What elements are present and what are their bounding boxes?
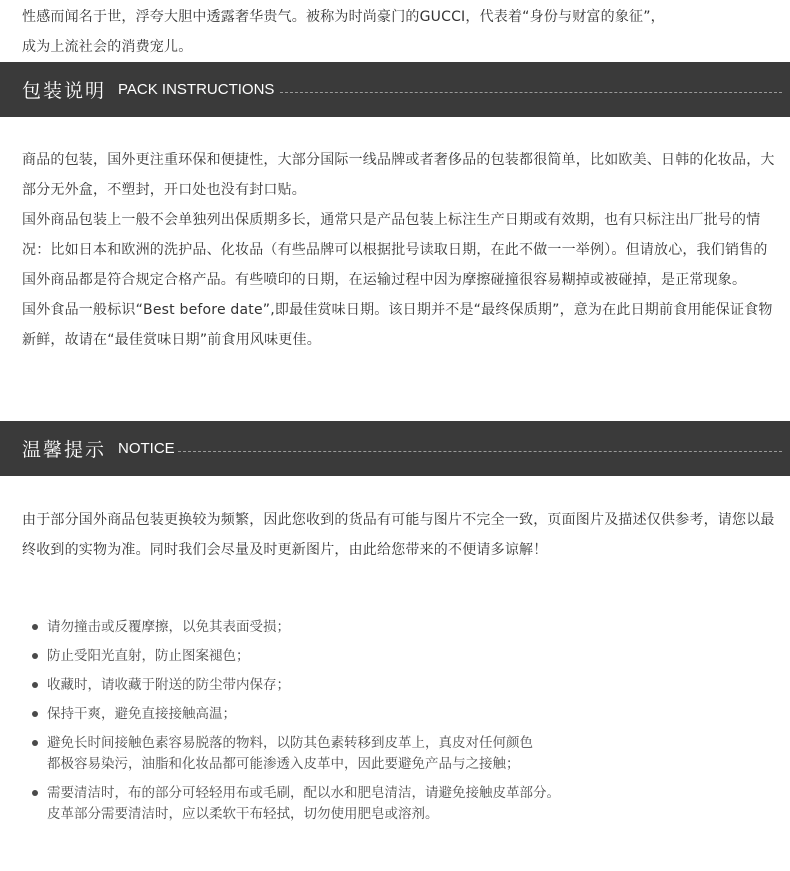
- care-item: [30, 704, 770, 725]
- care-item-line-2: 都极容易染污，油脂和化妆品都可能渗透入皮革中，因此要避免产品与之接触；: [47, 756, 520, 772]
- bullet-icon: [32, 711, 38, 717]
- intro-line-2: 成为上流社会的消费宠儿。: [22, 39, 193, 55]
- intro-text: [22, 2, 780, 62]
- care-item: [30, 617, 770, 638]
- care-item-line-1: 收藏时，请收藏于附送的防尘带内保存；: [47, 677, 290, 693]
- notice-subtitle: NOTICE: [118, 440, 175, 457]
- care-item-line-1: 请勿撞击或反覆摩擦，以免其表面受损；: [47, 619, 290, 635]
- notice-banner: [0, 421, 790, 476]
- care-item: [30, 675, 770, 696]
- care-item-line-1: 避免长时间接触色素容易脱落的物料，以防其色素转移到皮革上，真皮对任何颜色: [47, 735, 533, 751]
- pack-instructions-body: [22, 145, 780, 355]
- bullet-icon: [32, 653, 38, 659]
- pack-instructions-subtitle: PACK INSTRUCTIONS: [118, 81, 275, 98]
- bullet-icon: [32, 682, 38, 688]
- care-item-line-2: 皮革部分需要清洁时，应以柔软干布轻拭，切勿使用肥皂或溶剂。: [47, 806, 439, 822]
- banner-divider: [178, 451, 782, 452]
- bullet-icon: [32, 790, 38, 796]
- bullet-icon: [32, 740, 38, 746]
- pack-instructions-title: 包装说明: [22, 80, 107, 102]
- care-item-line-1: 防止受阳光直射，防止图案褪色；: [47, 648, 250, 664]
- notice-title: 温馨提示: [22, 439, 107, 461]
- intro-line-1: 性感而闻名于世，浮夸大胆中透露奢华贵气。被称为时尚豪门的GUCCI，代表着“身份与财富的象征”，: [22, 9, 665, 25]
- care-item: [30, 646, 770, 667]
- care-item: [30, 733, 770, 775]
- care-instructions-list: [30, 617, 770, 833]
- care-item-line-1: 需要清洁时，布的部分可轻轻用布或毛刷，配以水和肥皂清洁，请避免接触皮革部分。: [47, 785, 560, 801]
- banner-divider: [280, 92, 782, 93]
- pack-paragraph-1: 商品的包装，国外更注重环保和便捷性，大部分国际一线品牌或者奢侈品的包装都很简单，比如欧美、日韩的化妆品，大部分无外盒，不塑封，开口处也没有封口贴。: [22, 152, 775, 198]
- pack-paragraph-3: 国外食品一般标识“Best before date”,即最佳赏味日期。该日期并不是“最终保质期”，意为在此日期前食用能保证食物新鲜，故请在“最佳赏味日期”前食用风味更佳。: [22, 302, 773, 348]
- bullet-icon: [32, 624, 38, 630]
- care-item-line-1: 保持干爽，避免直接接触高温；: [47, 706, 236, 722]
- notice-body: [22, 505, 780, 565]
- pack-paragraph-2: 国外商品包装上一般不会单独列出保质期多长，通常只是产品包装上标注生产日期或有效期，也有只标注出厂批号的情况：比如日本和欧洲的洗护品、化妆品（有些品牌可以根据批号读取日期，在此不做一一举例）。但请放心，我们销售的国外商品都是符合规定合格产品。有些喷印的日期，在运输过程中因为摩擦碰撞很容易糊掉或被碰掉，是正常现象。: [22, 212, 768, 288]
- notice-paragraph: 由于部分国外商品包装更换较为频繁，因此您收到的货品有可能与图片不完全一致，页面图片及描述仅供参考，请您以最终收到的实物为准。同时我们会尽量及时更新图片，由此给您带来的不便请多谅解！: [22, 512, 775, 558]
- pack-instructions-banner: [0, 62, 790, 117]
- care-item: [30, 783, 770, 825]
